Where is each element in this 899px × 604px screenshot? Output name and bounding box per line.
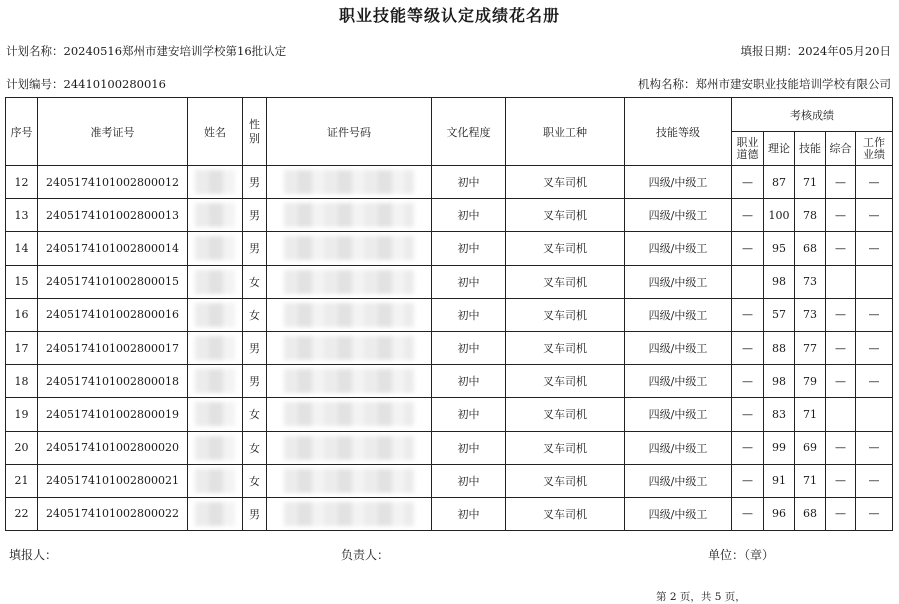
row-occupation: 叉车司机: [506, 365, 625, 398]
row-exam-no: 2405174101002800013: [38, 199, 188, 232]
row-gender: 男: [243, 331, 267, 364]
row-skill: 77: [795, 331, 826, 364]
row-level: 四级/中级工: [625, 365, 732, 398]
row-skill: 68: [795, 497, 826, 530]
row-seq: 13: [6, 199, 38, 232]
row-skill: 71: [795, 166, 826, 199]
row-name: [188, 232, 243, 265]
row-theory: 91: [764, 464, 795, 497]
row-id-no: [267, 265, 432, 298]
row-exam-no: 2405174101002800012: [38, 166, 188, 199]
row-seq: 12: [6, 166, 38, 199]
row-gender: 女: [243, 398, 267, 431]
row-gender: 男: [243, 497, 267, 530]
row-exam-no: 2405174101002800016: [38, 298, 188, 331]
row-work-performance: —: [856, 497, 893, 530]
row-ethics: [732, 265, 764, 298]
row-education: 初中: [432, 431, 506, 464]
organization-name: 机构名称：郑州市建安职业技能培训学校有限公司: [638, 77, 891, 91]
row-level: 四级/中级工: [625, 398, 732, 431]
row-ethics: —: [732, 232, 764, 265]
redacted-name: [195, 369, 235, 393]
row-work-performance: —: [856, 298, 893, 331]
row-seq: 19: [6, 398, 38, 431]
row-education: 初中: [432, 298, 506, 331]
row-theory: 83: [764, 398, 795, 431]
row-skill: 73: [795, 265, 826, 298]
table-row: [6, 464, 893, 497]
header-ethics-label: 职业道德: [736, 135, 759, 161]
row-theory: 87: [764, 166, 795, 199]
row-name: [188, 199, 243, 232]
table-row: [6, 265, 893, 298]
redacted-name: [195, 170, 235, 194]
row-id-no: [267, 298, 432, 331]
row-gender: 女: [243, 265, 267, 298]
row-name: [188, 298, 243, 331]
row-gender: 男: [243, 166, 267, 199]
row-comprehensive: —: [826, 166, 856, 199]
row-level: 四级/中级工: [625, 298, 732, 331]
row-comprehensive: —: [826, 431, 856, 464]
row-ethics: —: [732, 497, 764, 530]
row-skill: 73: [795, 298, 826, 331]
redacted-name: [195, 336, 235, 360]
row-comprehensive: —: [826, 331, 856, 364]
row-occupation: 叉车司机: [506, 497, 625, 530]
row-gender: 男: [243, 232, 267, 265]
row-theory: 98: [764, 365, 795, 398]
row-exam-no: 2405174101002800021: [38, 464, 188, 497]
redacted-id-number: [284, 303, 414, 327]
row-ethics: —: [732, 298, 764, 331]
row-gender: 女: [243, 464, 267, 497]
row-education: 初中: [432, 199, 506, 232]
row-level: 四级/中级工: [625, 497, 732, 530]
row-education: 初中: [432, 232, 506, 265]
header-scores: 考核成绩: [732, 98, 893, 132]
row-education: 初中: [432, 497, 506, 530]
row-ethics: —: [732, 199, 764, 232]
row-level: 四级/中级工: [625, 331, 732, 364]
row-id-no: [267, 331, 432, 364]
row-exam-no: 2405174101002800015: [38, 265, 188, 298]
row-education: 初中: [432, 398, 506, 431]
row-work-performance: —: [856, 431, 893, 464]
row-name: [188, 464, 243, 497]
row-name: [188, 166, 243, 199]
header-gender: [243, 98, 267, 166]
row-seq: 21: [6, 464, 38, 497]
row-skill: 71: [795, 464, 826, 497]
row-occupation: 叉车司机: [506, 265, 625, 298]
row-theory: 57: [764, 298, 795, 331]
row-comprehensive: [826, 398, 856, 431]
row-comprehensive: —: [826, 497, 856, 530]
row-comprehensive: —: [826, 199, 856, 232]
row-id-no: [267, 497, 432, 530]
redacted-id-number: [284, 270, 414, 294]
row-ethics: —: [732, 398, 764, 431]
row-gender: 女: [243, 431, 267, 464]
row-seq: 17: [6, 331, 38, 364]
row-work-performance: [856, 398, 893, 431]
row-skill: 78: [795, 199, 826, 232]
row-level: 四级/中级工: [625, 431, 732, 464]
redacted-name: [195, 236, 235, 260]
row-id-no: [267, 464, 432, 497]
row-occupation: 叉车司机: [506, 199, 625, 232]
row-level: 四级/中级工: [625, 199, 732, 232]
row-name: [188, 265, 243, 298]
row-name: [188, 398, 243, 431]
row-id-no: [267, 365, 432, 398]
row-gender: 男: [243, 199, 267, 232]
redacted-id-number: [284, 336, 414, 360]
row-occupation: 叉车司机: [506, 398, 625, 431]
row-seq: 20: [6, 431, 38, 464]
table-row: [6, 298, 893, 331]
page-info: 第 2 页，共 5 页，: [656, 591, 746, 603]
redacted-name: [195, 402, 235, 426]
row-skill: 68: [795, 232, 826, 265]
document-title: 职业技能等级认定成绩花名册: [338, 6, 560, 25]
redacted-id-number: [284, 502, 414, 526]
row-gender: 女: [243, 298, 267, 331]
row-education: 初中: [432, 331, 506, 364]
preparer-field: 填报人：: [9, 548, 58, 562]
redacted-id-number: [284, 469, 414, 493]
row-exam-no: 2405174101002800017: [38, 331, 188, 364]
header-exam-no: 准考证号: [38, 98, 188, 166]
header-id-no: 证件号码: [267, 98, 432, 166]
row-skill: 71: [795, 398, 826, 431]
row-ethics: —: [732, 166, 764, 199]
row-id-no: [267, 199, 432, 232]
row-ethics: —: [732, 464, 764, 497]
row-work-performance: —: [856, 331, 893, 364]
redacted-id-number: [284, 236, 414, 260]
row-id-no: [267, 431, 432, 464]
redacted-name: [195, 270, 235, 294]
row-exam-no: 2405174101002800018: [38, 365, 188, 398]
row-occupation: 叉车司机: [506, 166, 625, 199]
responsible-field: 负责人：: [341, 548, 390, 562]
header-level: 技能等级: [625, 98, 732, 166]
row-exam-no: 2405174101002800019: [38, 398, 188, 431]
header-skill: 技能: [795, 132, 826, 166]
header-work-performance: [856, 132, 893, 166]
row-work-performance: [856, 265, 893, 298]
row-comprehensive: [826, 265, 856, 298]
row-comprehensive: —: [826, 464, 856, 497]
row-name: [188, 431, 243, 464]
redacted-id-number: [284, 369, 414, 393]
redacted-id-number: [284, 436, 414, 460]
header-theory: 理论: [764, 132, 795, 166]
redacted-name: [195, 436, 235, 460]
row-exam-no: 2405174101002800022: [38, 497, 188, 530]
header-comprehensive: 综合: [826, 132, 856, 166]
table-row: [6, 199, 893, 232]
row-work-performance: —: [856, 166, 893, 199]
redacted-name: [195, 203, 235, 227]
redacted-id-number: [284, 203, 414, 227]
row-theory: 95: [764, 232, 795, 265]
row-id-no: [267, 166, 432, 199]
row-seq: 18: [6, 365, 38, 398]
row-ethics: —: [732, 365, 764, 398]
row-theory: 98: [764, 265, 795, 298]
table-row: [6, 398, 893, 431]
table-row: [6, 331, 893, 364]
row-id-no: [267, 398, 432, 431]
row-ethics: —: [732, 431, 764, 464]
redacted-name: [195, 502, 235, 526]
redacted-name: [195, 303, 235, 327]
row-work-performance: —: [856, 365, 893, 398]
table-body: [6, 166, 893, 531]
table-row: [6, 497, 893, 530]
row-name: [188, 365, 243, 398]
redacted-id-number: [284, 402, 414, 426]
row-occupation: 叉车司机: [506, 298, 625, 331]
row-level: 四级/中级工: [625, 166, 732, 199]
row-theory: 99: [764, 431, 795, 464]
row-skill: 79: [795, 365, 826, 398]
report-date: 填报日期：2024年05月20日: [740, 44, 891, 58]
row-education: 初中: [432, 365, 506, 398]
table-row: [6, 232, 893, 265]
header-work-performance-label: 工作业绩: [863, 135, 885, 161]
row-seq: 14: [6, 232, 38, 265]
header-ethics: [732, 132, 764, 166]
table-row: [6, 166, 893, 199]
header-education: 文化程度: [432, 98, 506, 166]
row-education: 初中: [432, 166, 506, 199]
row-skill: 69: [795, 431, 826, 464]
unit-seal-field: 单位：（章）: [708, 548, 775, 562]
row-level: 四级/中级工: [625, 265, 732, 298]
row-theory: 96: [764, 497, 795, 530]
table-row: [6, 365, 893, 398]
row-exam-no: 2405174101002800014: [38, 232, 188, 265]
row-education: 初中: [432, 265, 506, 298]
row-occupation: 叉车司机: [506, 331, 625, 364]
row-theory: 88: [764, 331, 795, 364]
header-gender-label: 性别: [249, 117, 260, 145]
redacted-name: [195, 469, 235, 493]
score-roster-table: [5, 97, 893, 531]
plan-number: 计划编号：24410100280016: [6, 77, 166, 91]
row-seq: 16: [6, 298, 38, 331]
row-comprehensive: —: [826, 232, 856, 265]
header-occupation: 职业工种: [506, 98, 625, 166]
plan-name: 计划名称：20240516郑州市建安培训学校第16批认定: [6, 44, 287, 58]
row-level: 四级/中级工: [625, 232, 732, 265]
header-name: 姓名: [188, 98, 243, 166]
row-work-performance: —: [856, 464, 893, 497]
row-occupation: 叉车司机: [506, 232, 625, 265]
row-exam-no: 2405174101002800020: [38, 431, 188, 464]
row-occupation: 叉车司机: [506, 464, 625, 497]
row-seq: 15: [6, 265, 38, 298]
row-comprehensive: —: [826, 298, 856, 331]
row-theory: 100: [764, 199, 795, 232]
row-name: [188, 497, 243, 530]
row-work-performance: —: [856, 232, 893, 265]
table-header: [6, 98, 893, 166]
row-comprehensive: —: [826, 365, 856, 398]
header-seq: 序号: [6, 98, 38, 166]
row-gender: 男: [243, 365, 267, 398]
row-work-performance: —: [856, 199, 893, 232]
row-seq: 22: [6, 497, 38, 530]
row-education: 初中: [432, 464, 506, 497]
row-level: 四级/中级工: [625, 464, 732, 497]
row-id-no: [267, 232, 432, 265]
row-occupation: 叉车司机: [506, 431, 625, 464]
table-row: [6, 431, 893, 464]
row-ethics: —: [732, 331, 764, 364]
redacted-id-number: [284, 170, 414, 194]
row-name: [188, 331, 243, 364]
